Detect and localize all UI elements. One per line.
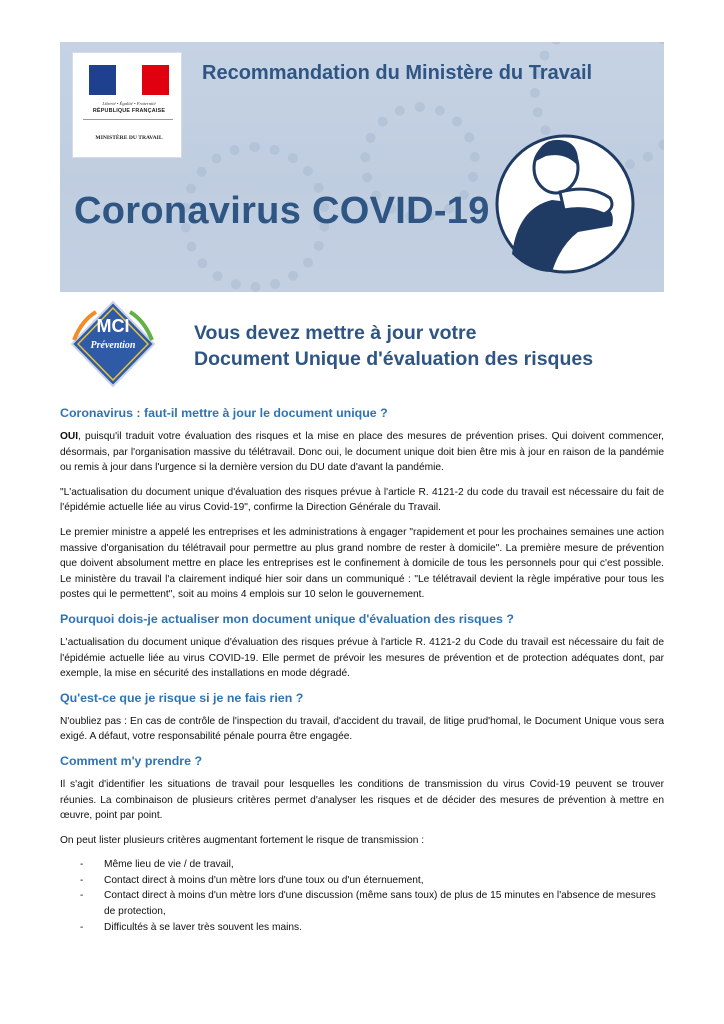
republic-motto: Liberté • Égalité • Fraternité bbox=[102, 101, 156, 106]
section-heading: Coronavirus : faut-il mettre à jour le document unique ? bbox=[60, 406, 388, 420]
section-heading: Pourquoi dois-je actualiser mon document unique d'évaluation des risques ? bbox=[60, 611, 514, 626]
logo-divider bbox=[83, 119, 173, 120]
marianne-flag-icon bbox=[89, 65, 169, 95]
paragraph: "L'actualisation du document unique d'évaluation des risques prévue à l'article R. 4121-2 du code du travail est nécessaire du fait de l'épidémie actuelle liée au virus Covid-19", confirme la Direction Générale du Travail. bbox=[60, 486, 664, 514]
ministry-name: MINISTÈRE DU TRAVAIL bbox=[95, 135, 163, 141]
list-item: - Même lieu de vie / de travail, bbox=[80, 857, 664, 873]
list-item: - Difficultés à se laver très souvent les mains. bbox=[80, 920, 664, 936]
paragraph-text: , puisqu'il traduit votre évaluation des risques et la mise en place des mesures de prévention prises. Qui doivent commencer, désormais, par l'organisation massive du télétravail. Donc oui, le document unique doit bien être mis à jour en raison de la pandémie ou remis à jour dans l'urgence si la dernière version du DU date d'avant la pandémie. bbox=[60, 431, 664, 474]
list-item: - Contact direct à moins d'un mètre lors d'une toux ou d'un éternuement, bbox=[80, 873, 664, 889]
paragraph bbox=[60, 429, 664, 476]
republic-name: RÉPUBLIQUE FRANÇAISE bbox=[92, 108, 166, 114]
article-body bbox=[60, 405, 664, 935]
mci-logo-subtitle: Prévention bbox=[90, 340, 136, 351]
mci-logo-text: MCI bbox=[96, 316, 130, 336]
sneezing-person-icon bbox=[490, 122, 640, 282]
ministry-logo bbox=[72, 52, 182, 158]
page-heading-line: Document Unique d'évaluation des risques bbox=[194, 348, 594, 370]
paragraph: Le premier ministre a appelé les entreprises et les administrations à engager "rapidement et pour les prochaines semaines une action massive d'organisation du télétravail pour permettre au plus grand nombre de rester à domicile". La première mesure de prévention que doivent absolument mettre en place les entreprises est le confinement à domicile de tous les personnels pour qui c'est possible. Le ministère du travail l'a clairement indiqué hier soir dans un communiqué : "Le télétravail devient la règle impérative pour tous les postes qui le permettent", soit au moins 4 emplois sur 10 selon le gouvernement. bbox=[60, 526, 664, 601]
paragraph: On peut lister plusieurs critères augmentant fortement le risque de transmission : bbox=[60, 834, 425, 846]
header-banner bbox=[60, 42, 664, 292]
list-item: - Contact direct à moins d'un mètre lors d'une discussion (même sans toux) de plus de 15 minutes en l'absence de mesures de protection, bbox=[80, 888, 664, 919]
paragraph: N'oubliez pas : En cas de contrôle de l'inspection du travail, d'accident du travail, de litige prud'homal, le Document Unique vous sera exigé. A défaut, votre responsabilité pénale pourra être engagée. bbox=[60, 715, 664, 743]
paragraph: L'actualisation du document unique d'évaluation des risques prévue à l'article R. 4121-2 du Code du travail est nécessaire du fait de l'épidémie actuelle liée au virus COVID-19. Elle permet de prévoir les mesures de prévention et de protection adéquates dont, par exemple, la mise en sécurité des installations en mode dégradé. bbox=[60, 636, 664, 680]
section-heading: Qu'est-ce que je risque si je ne fais rien ? bbox=[60, 690, 304, 705]
emphasis-oui: OUI bbox=[60, 431, 79, 442]
section-heading: Comment m'y prendre ? bbox=[60, 753, 203, 768]
page-heading-line: Vous devez mettre à jour votre bbox=[194, 322, 477, 344]
banner-title: Recommandation du Ministère du Travail bbox=[202, 62, 593, 84]
paragraph: Il s'agit d'identifier les situations de travail pour lesquelles les conditions de transmission du virus Covid-19 peuvent se trouver réunies. La combinaison de plusieurs critères permet d'analyser les risques et de décider des mesures de prévention à mettre en œuvre, point par point. bbox=[60, 778, 664, 822]
page-heading bbox=[194, 320, 664, 372]
criteria-list bbox=[80, 857, 664, 935]
banner-main-title: Coronavirus COVID-19 bbox=[74, 190, 490, 232]
